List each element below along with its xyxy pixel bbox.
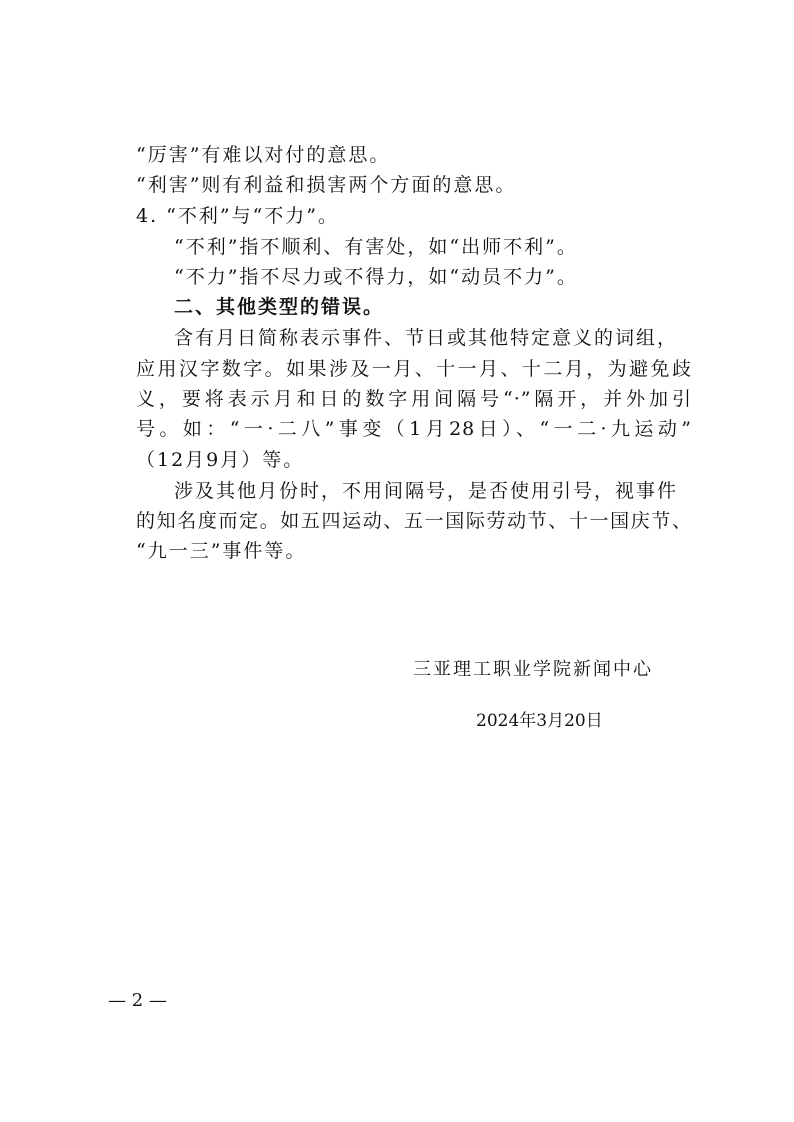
- signature-organization: 三亚理工职业学院新闻中心: [413, 659, 653, 680]
- item-4-buli2-definition: “不力”指不尽力或不得力，如“动员不力”。: [174, 266, 578, 288]
- text-line-lihai: “厉害”有难以对付的意思。: [136, 144, 391, 166]
- signature-date: 2024年3月20日: [476, 711, 603, 731]
- item-4-heading: 4. “不利”与“不力”。: [136, 205, 340, 227]
- paragraph-2-line-2: 的知名度而定。如五四运动、五一国际劳动节、十一国庆节、: [136, 510, 692, 532]
- page-number: — 2 —: [108, 990, 167, 1011]
- paragraph-1-line-3: 义，要将表示月和日的数字用间隔号“·”隔开，并外加引: [136, 388, 692, 410]
- paragraph-1-line-2: 应用汉字数字。如果涉及一月、十一月、十二月，为避免歧: [136, 358, 692, 380]
- text-line-lihai-benefit: “利害”则有利益和损害两个方面的意思。: [136, 174, 517, 196]
- paragraph-1-line-1: 含有月日简称表示事件、节日或其他特定意义的词组，: [174, 327, 679, 349]
- paragraph-1-line-5: （12月9月）等。: [136, 449, 305, 471]
- paragraph-1-line-4: 号。如：“一·二八”事变（1月28日）、“一二·九运动”: [136, 418, 692, 440]
- paragraph-2-line-3: “九一三”事件等。: [136, 540, 307, 562]
- paragraph-2-line-1: 涉及其他月份时，不用间隔号，是否使用引号，视事件: [174, 480, 679, 502]
- item-4-buli-definition: “不利”指不顺利、有害处，如“出师不利”。: [174, 236, 578, 258]
- section-2-heading: 二、其他类型的错误。: [174, 296, 385, 318]
